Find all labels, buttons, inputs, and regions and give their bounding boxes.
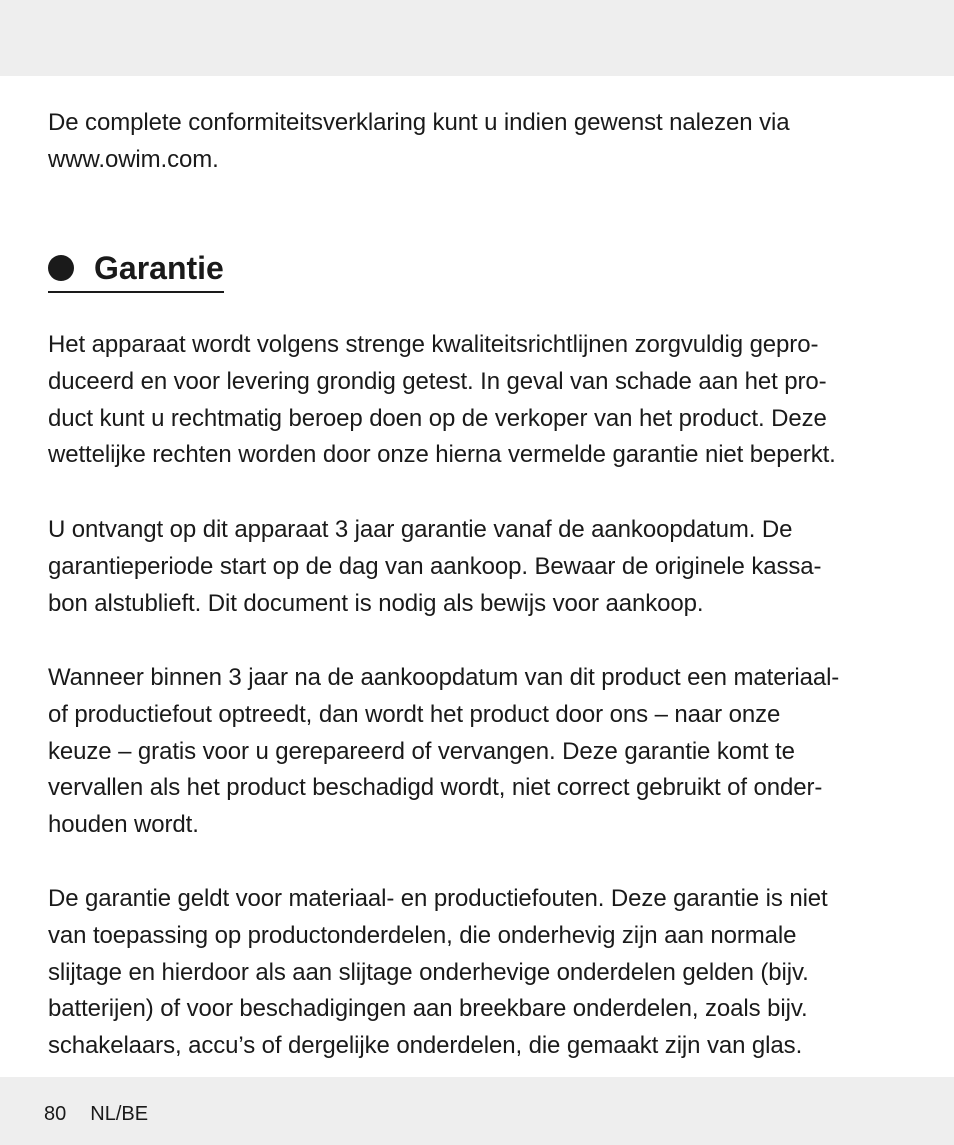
page-footer — [44, 1100, 148, 1128]
page-number: 80 — [44, 1103, 67, 1125]
section-heading — [48, 248, 224, 293]
intro-paragraph: De complete conformiteitsverklaring kunt u indien gewenst nalezen via www.owim.com. — [48, 109, 790, 173]
paragraph-2: U ontvangt op dit apparaat 3 jaar garantie vanaf de aankoopdatum. De garantieperiode start op de dag van aankoop. Bewaar de originele kassa- bon alstublieft. Dit document is nodig als bewijs voor aankoop. — [48, 516, 822, 617]
locale-label: NL/BE — [90, 1103, 149, 1125]
top-band — [0, 0, 954, 76]
bullet-icon — [48, 255, 74, 281]
section-title: Garantie — [94, 250, 224, 286]
paragraph-1: Het apparaat wordt volgens strenge kwaliteitsrichtlijnen zorgvuldig gepro- duceerd en voor levering grondig getest. In geval van schade aan het pro- duct kunt u rechtmatig beroep doen op de verkoper van het product. Deze wettelijke rechten worden door onze hierna vermelde garantie niet beperkt. — [48, 331, 836, 469]
paragraph-3: Wanneer binnen 3 jaar na de aankoopdatum van dit product een materiaal- of productiefout optreedt, dan wordt het product door ons – naar onze keuze – gratis voor u gerepareerd of vervangen. Deze garantie komt te vervallen als het product beschadigd wordt, niet correct gebruikt of onder- houden wordt. — [48, 664, 840, 839]
paragraph-4: De garantie geldt voor materiaal- en productiefouten. Deze garantie is niet van toepassing op productonderdelen, die onderhevig zijn aan normale slijtage en hierdoor als aan slijtage onderhevige onderdelen gelden (bijv. batterijen) of voor beschadigingen aan breekbare onderdelen, zoals bijv. schakelaars, accu’s of dergelijke onderdelen, die gemaakt zijn van glas. — [48, 885, 828, 1060]
